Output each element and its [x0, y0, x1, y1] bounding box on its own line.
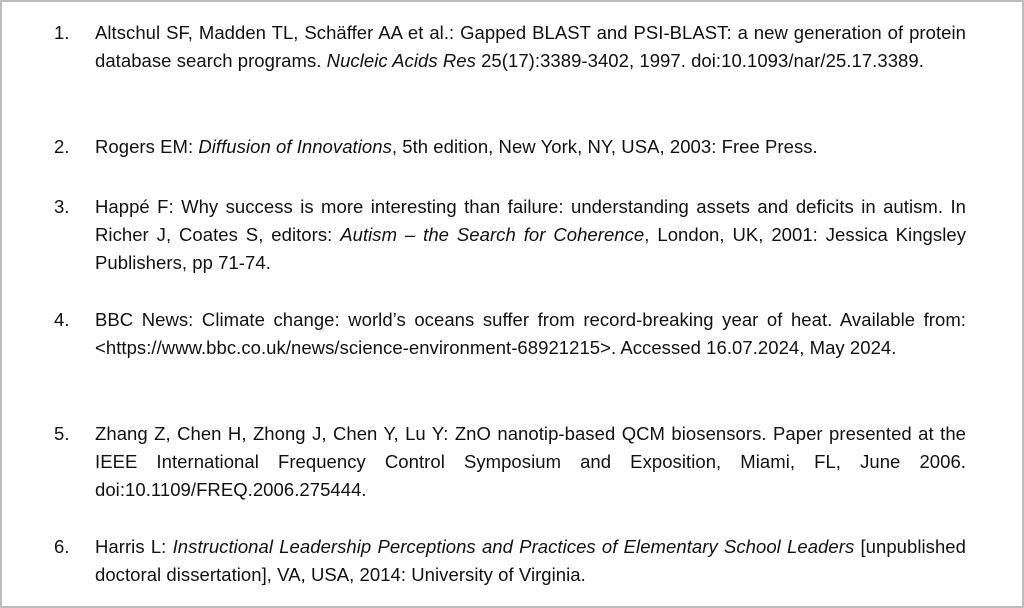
reference-text-segment: Harris L: [95, 536, 173, 557]
reference-italic-segment: Nucleic Acids Res [326, 50, 476, 71]
reference-item [54, 533, 966, 589]
reference-text-segment: [unpublished doctoral dissertation], VA, USA, 2014: University of Virginia. [95, 536, 966, 585]
reference-number: 3. [54, 196, 70, 217]
reference-italic-segment: Diffusion of Innovations [198, 136, 392, 157]
reference-text-segment: Altschul SF, Madden TL, Schäffer AA et al.: Gapped BLAST and PSI-BLAST: a new generation of protein database search programs. [95, 22, 966, 71]
reference-text [95, 19, 966, 75]
reference-number: 6. [54, 536, 70, 557]
reference-number: 4. [54, 309, 70, 330]
reference-text [95, 420, 966, 504]
reference-item [54, 193, 966, 277]
reference-item [54, 133, 966, 161]
reference-text-segment: Happé F: Why success is more interesting than failure: understanding assets and deficits in autism. In Richer J, Coates S, editors: [95, 196, 966, 245]
reference-number: 5. [54, 423, 70, 444]
reference-text [95, 533, 966, 589]
reference-item [54, 19, 966, 75]
reference-item [54, 420, 966, 504]
reference-text [95, 133, 966, 161]
reference-text-segment: , 5th edition, New York, NY, USA, 2003: Free Press. [391, 136, 818, 157]
reference-text-segment: BBC News: Climate change: world’s oceans suffer from record-breaking year of heat. Available from: <https://www.bbc.co.uk/news/science-environment-68921215>. Accessed 16.07.2024, May 2024. [95, 309, 966, 358]
reference-text [95, 193, 966, 277]
reference-text-segment: 25(17):3389-3402, 1997. doi:10.1093/nar/25.17.3389. [475, 50, 924, 71]
reference-text-segment: Rogers EM: [95, 136, 199, 157]
reference-text-segment: Zhang Z, Chen H, Zhong J, Chen Y, Lu Y: ZnO nanotip-based QCM biosensors. Paper presented at the IEEE International Frequency Control Symposium and Exposition, Miami, FL, June 2006. doi:10.1109/FREQ.2006.275444. [95, 423, 966, 500]
reference-number: 1. [54, 22, 70, 43]
reference-italic-segment: Instructional Leadership Perceptions and Practices of Elementary School Leaders [172, 536, 855, 557]
reference-italic-segment: Autism – the Search for Coherence [340, 224, 645, 245]
reference-number: 2. [54, 136, 70, 157]
reference-text [95, 306, 966, 362]
reference-text-segment: , London, UK, 2001: Jessica Kingsley Publishers, pp 71-74. [95, 224, 966, 273]
reference-item [54, 306, 966, 362]
